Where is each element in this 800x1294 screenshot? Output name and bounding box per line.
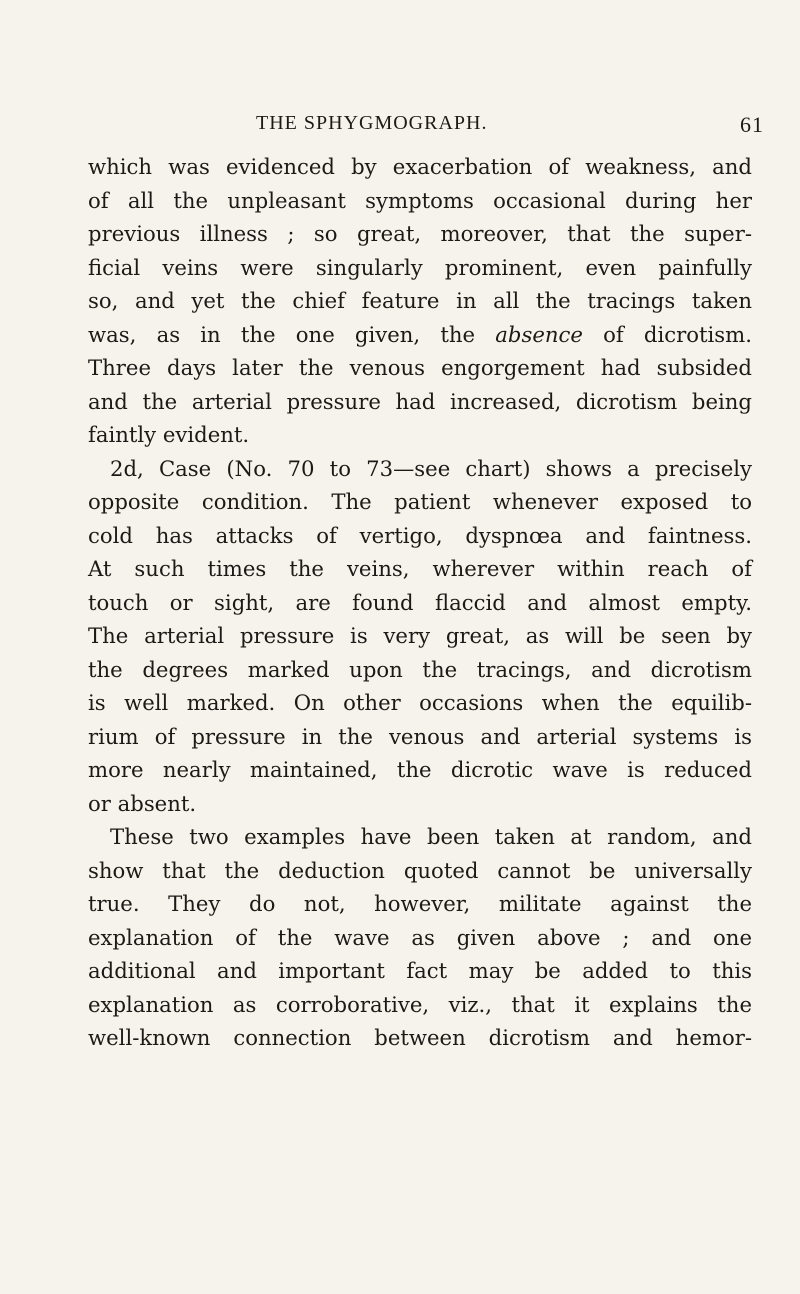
text-line: faintly evident. (88, 422, 250, 447)
text-line: These two examples have been taken at random, and (110, 824, 752, 849)
text-line: Three days later the venous engorgement had subsided (88, 355, 752, 380)
running-head (256, 112, 764, 140)
text-line: or absent. (88, 790, 197, 816)
text-line: well-known connection between dicrotism and hemor- (88, 1025, 752, 1050)
text-line: additional and important fact may be added to this (88, 958, 752, 983)
text-line: of all the unpleasant symptoms occasional during her (88, 187, 752, 213)
text-line: ficial veins were singularly prominent, even painfully (88, 254, 752, 280)
text-line: At such times the veins, wherever within reach of (88, 556, 752, 581)
text-line: and the arterial pressure had increased, dicrotism being (88, 388, 752, 414)
page-number: 61 (740, 112, 764, 137)
text-line: is well marked. On other occasions when the equilib- (88, 690, 752, 715)
text-run: of dicrotism. (582, 321, 752, 347)
text-line: explanation as corroborative, viz., that it explains the (88, 991, 752, 1017)
text-line: explanation of the wave as given above ; and one (88, 924, 752, 950)
text-line (88, 318, 752, 352)
emphasized-word: absence (495, 321, 583, 347)
text-line: The arterial pressure is very great, as will be seen by (88, 623, 752, 648)
text-run: was, as in the one given, the (88, 321, 496, 347)
text-line: which was evidenced by exacerbation of weakness, and (88, 154, 752, 179)
text-line: true. They do not, however, militate against the (88, 891, 752, 916)
text-line: so, and yet the chief feature in all the tracings taken (88, 288, 752, 313)
text-line: more nearly maintained, the dicrotic wave is reduced (88, 757, 752, 782)
text-line: rium of pressure in the venous and arterial systems is (88, 723, 752, 749)
body-text (88, 150, 752, 1055)
text-line: 2d, Case (No. 70 to 73—see chart) shows a precisely (110, 455, 752, 481)
text-line: cold has attacks of vertigo, dyspnœa and faintness. (88, 522, 752, 548)
running-title: THE SPHYGMOGRAPH. (256, 112, 488, 134)
text-line: show that the deduction quoted cannot be universally (88, 857, 752, 883)
text-line: previous illness ; so great, moreover, that the super- (88, 221, 752, 246)
text-line: touch or sight, are found flaccid and almost empty. (88, 589, 752, 615)
text-line: opposite condition. The patient whenever exposed to (88, 489, 752, 514)
text-line: the degrees marked upon the tracings, and dicrotism (88, 656, 752, 682)
